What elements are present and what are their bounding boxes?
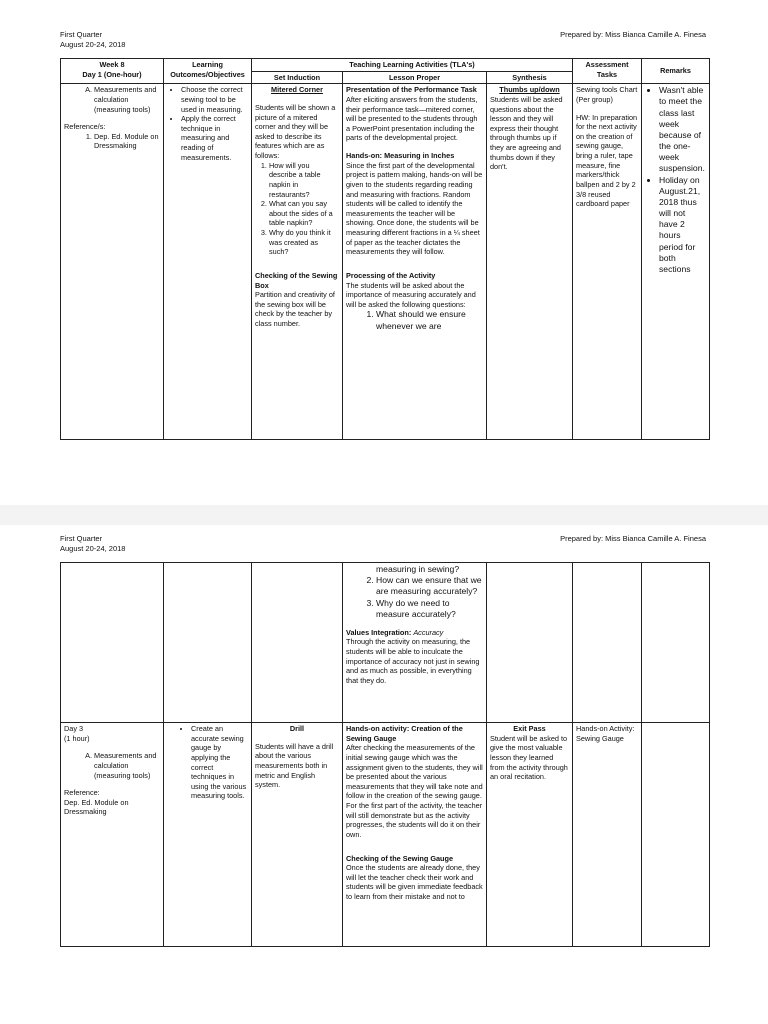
day1-remarks-cell: [642, 84, 710, 440]
day1-topic: A. Measurements and calculation (measuring tools): [94, 85, 160, 114]
day3-duration: (1 hour): [64, 733, 90, 743]
remarks-header: Remarks: [642, 59, 710, 84]
processing-title: Processing of the Activity: [346, 270, 436, 280]
day3-topic-cell: [61, 723, 164, 947]
page-header-left: [60, 534, 125, 554]
processing-text: The students will be asked about the importance of measuring accurately and will be asked the following questions:: [346, 280, 476, 309]
prepared-by: Prepared by: Miss Bianca Camille A. Finesa: [560, 30, 706, 39]
day1-objectives-cell: [164, 84, 252, 440]
set-induction-question-2: 2. What can you say about the sides of a table napkin?: [269, 199, 339, 228]
sewing-gauge-check-title: Checking of the Sewing Gauge: [346, 853, 454, 863]
sewing-gauge-check-text: Once the students are already done, they will let the teacher check their work and students will be given immediate feedback to learn from their mistake and not to: [346, 863, 483, 901]
measuring-inches-title: Hands-on: Measuring in Inches: [346, 151, 455, 160]
set-induction-question-3: 3. Why do you think it was created as such?: [269, 228, 339, 257]
day3-objectives-cell: [164, 723, 252, 947]
set-induction-intro: Students will be shown a picture of a mitered corner and they will be asked to describe its features which are as follows:: [255, 102, 336, 160]
day1-objective-2: • Apply the correct technique in measuring and reading of measurements.: [181, 114, 248, 162]
values-text: Through the activity on measuring, the students will be able to inculcate the importance of accuracy not just in sewing and as much as possible, in everything that they do.: [346, 637, 480, 685]
day3-set-induction-cell: [252, 723, 343, 947]
processing-question-1: 1. What should we ensure whenever we are: [376, 309, 483, 331]
page-one: [0, 0, 768, 505]
day1-objective-1: • Choose the correct sewing tool to be used in measuring.: [181, 85, 248, 114]
page-header-left: [60, 30, 125, 50]
remark-2: • Holiday on August.21, 2018 thus will not have 2 hours period for both sections: [659, 175, 706, 276]
processing-question-2: 2. How can we ensure that we are measuring accurately?: [376, 575, 483, 597]
week-day-header: Week 8 Day 1 (One-hour): [61, 59, 164, 84]
day3-synthesis-cell: [487, 723, 573, 947]
day3-reference: Dep. Ed. Module on Dressmaking: [64, 797, 129, 817]
day1-lesson-proper-cell: [343, 84, 487, 440]
quarter-label: First Quarter: [60, 534, 103, 543]
date-range: August 20-24, 2018: [60, 40, 126, 50]
processing-question-3: 3. Why do we need to measure accurately?: [376, 598, 483, 620]
drill-text: Students will have a drill about the various measurements both in metric and English system.: [255, 741, 334, 790]
assessment-header: Assessment Tasks: [573, 59, 642, 84]
performance-task-title: Presentation of the Performance Task: [346, 85, 477, 95]
lesson-plan-table-continued: [60, 562, 710, 947]
remark-1: • Wasn't able to meet the class last week because of the one-week suspension.: [659, 85, 706, 174]
measuring-inches-text: Since the first part of the developmental project is pattern making, hands-on will be given to the students regarding reading and measuring with fractions. Random students will be called to identify the measurements the teacher will be showing. Once done, the students will be measuring different fractions in a ¼ sheet of paper as the teacher dictates the measurements they will follow.: [346, 160, 483, 257]
values-integration: Values Integration: Accuracy: [346, 627, 444, 637]
page-gap: [0, 505, 768, 525]
sewing-gauge-activity-text: After checking the measurements of the initial sewing gauge which was the assignment given to the students, they will be presented about the various measurements that they will take note and follow in the creation of the sewing gauge. For the first part of the activity, the teacher will still demonstrate but as the activity progresses, the students will do it on their own.: [346, 743, 483, 839]
sewing-box-check-text: Partition and creativity of the sewing box will be check by the teacher by class number.: [255, 290, 335, 328]
synthesis-header: Synthesis: [487, 71, 573, 84]
lesson-proper-header: Lesson Proper: [343, 71, 487, 84]
synthesis-title: Thumbs up/down: [499, 85, 560, 95]
day3-label: Day 3: [64, 724, 84, 733]
day1-synthesis-cell: [487, 84, 573, 440]
set-induction-question-1: 1. How will you describe a table napkin in restaurants?: [269, 161, 339, 200]
quarter-label: First Quarter: [60, 30, 103, 39]
date-range: August 20-24, 2018: [60, 544, 126, 554]
day1-assessment-cell: [573, 84, 642, 440]
day3-topic: A. Measurements and calculation (measuring tools): [94, 751, 160, 780]
exit-pass-title: Exit Pass: [513, 724, 546, 733]
set-induction-title: Mitered Corner: [271, 85, 323, 95]
sewing-box-check-title: Checking of the Sewing Box: [255, 270, 338, 290]
set-induction-header: Set Induction: [252, 71, 343, 84]
day1-set-induction-cell: [252, 84, 343, 440]
day3-assessment: Hands-on Activity: Sewing Gauge: [576, 724, 635, 743]
drill-title: Drill: [289, 724, 305, 733]
day1-topic-cell: [61, 84, 164, 440]
day3-reference-label: Reference:: [64, 788, 100, 798]
performance-task-text: After eliciting answers from the students, their performance task—mitered corner, will be presented to the students through a PowerPoint presentation including the parts of the developmental project.: [346, 94, 478, 143]
page-two: [0, 525, 768, 1024]
prepared-by: Prepared by: Miss Bianca Camille A. Finesa: [560, 534, 706, 543]
day3-objective: • Create an accurate sewing gauge by applying the correct techniques in using the various measuring tools.: [191, 724, 248, 801]
processing-question-1-cont: measuring in sewing?: [376, 564, 460, 574]
day3-remarks-cell: [642, 723, 710, 947]
day3-assessment-cell: [573, 723, 642, 947]
assessment-text-1: Sewing tools Chart (Per group): [576, 85, 638, 104]
assessment-text-2: HW: In preparation for the next activity on the creation of sewing gauge, bring a ruler, tape measure, fine markers/thick ballpen and 2 by 2 3/8 reused cardboard paper: [576, 112, 638, 209]
day1-reference: 1. Dep. Ed. Module on Dressmaking: [94, 132, 160, 151]
synthesis-text: Students will be asked questions about the lesson and they will express their thought through thumbs up if they are agreeing and thumbs down if they don't.: [490, 94, 563, 172]
continued-lesson-cell: [343, 563, 487, 723]
day3-lesson-proper-cell: [343, 723, 487, 947]
day1-reference-label: Reference/s:: [64, 122, 106, 132]
tla-header: Teaching Learning Activities (TLA's): [252, 59, 573, 72]
sewing-gauge-activity-title: Hands-on activity: Creation of the Sewing Gauge: [346, 724, 463, 743]
outcomes-header: Learning Outcomes/Objectives: [164, 59, 252, 84]
lesson-plan-table: [60, 58, 710, 440]
exit-pass-text: Student will be asked to give the most valuable lesson they learned from the activity through an oral recitation.: [490, 733, 568, 782]
